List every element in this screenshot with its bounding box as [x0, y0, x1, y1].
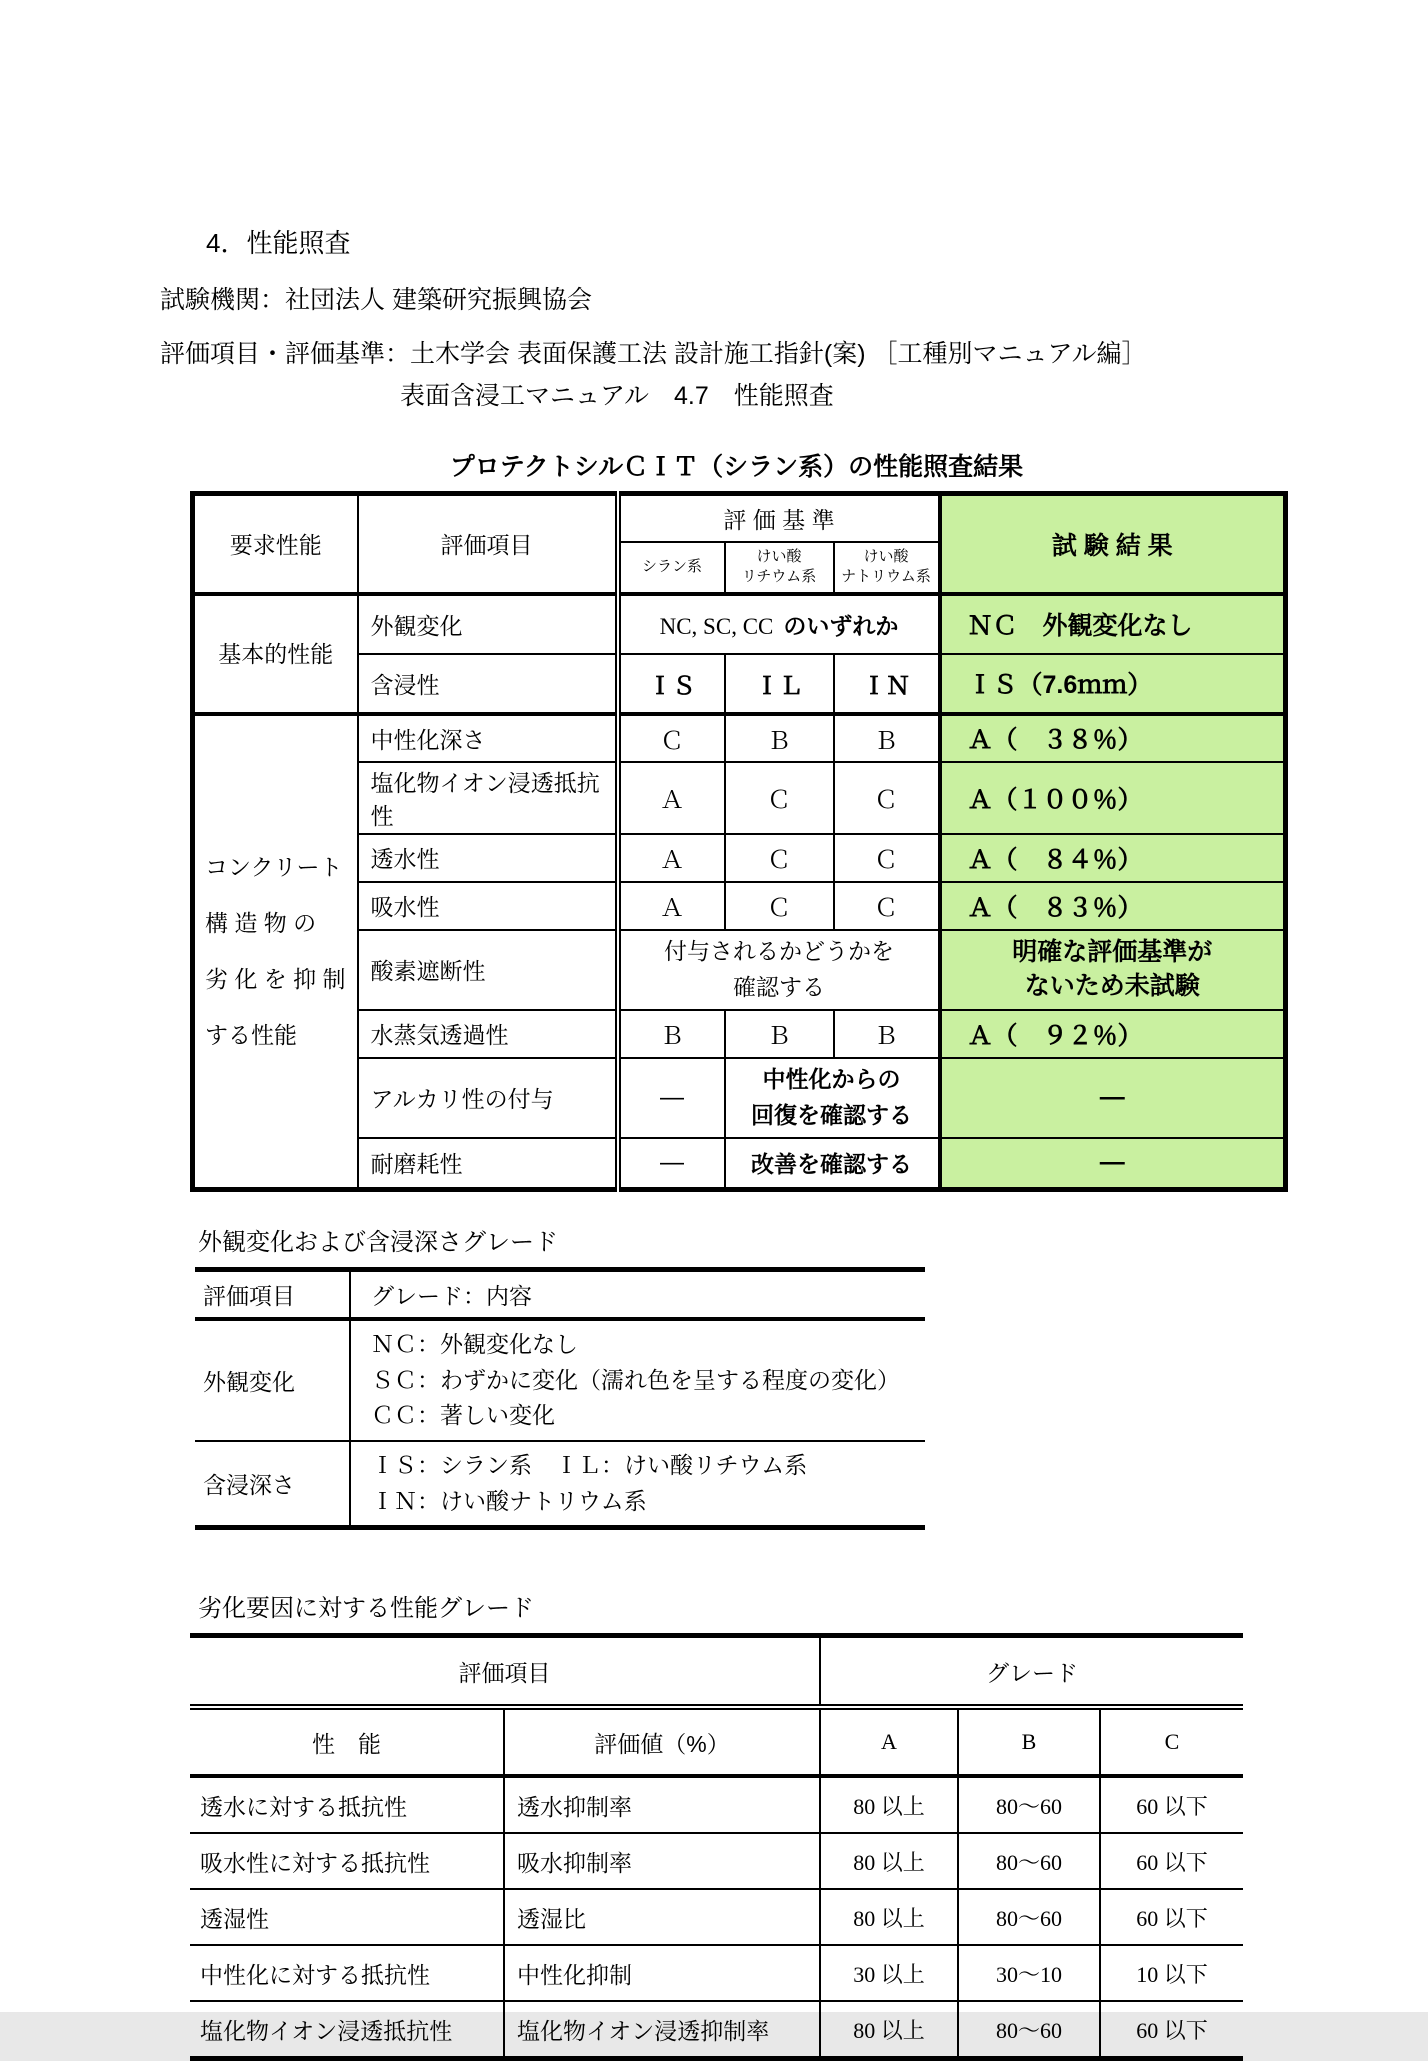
result-line: ないため未試験: [1024, 971, 1200, 1000]
criteria-sodium-cell: ＩＮ: [834, 654, 940, 714]
result-cell: ―: [940, 1138, 1286, 1190]
main-header-row: [193, 494, 1286, 542]
perf-header-item: 評価項目: [190, 1636, 820, 1708]
perf-c-cell: 60 以下: [1100, 1889, 1243, 1945]
item-cell: 酸素遮断性: [358, 930, 618, 1010]
result-cell: Ａ（ ３８％）: [940, 714, 1286, 762]
perf-c-cell: 60 以下: [1100, 2001, 1243, 2059]
result-line: 明確な評価基準が: [1012, 937, 1213, 966]
perf-col-c: C: [1100, 1707, 1243, 1776]
item-cell: アルカリ性の付与: [358, 1058, 618, 1138]
grade-line: ＣＣ：著しい変化: [371, 1402, 555, 1429]
requirement-group-concrete: [193, 714, 358, 1190]
perf-a-cell: 30 以上: [820, 1945, 958, 2001]
appearance-grade-table: [195, 1267, 925, 1530]
grade-table-heading: 外観変化および含浸深さグレード: [198, 1229, 558, 1257]
perf-value-cell: 塩化物イオン浸透抑制率: [504, 2001, 820, 2059]
grade-row: [195, 1319, 925, 1441]
item-cell: 含浸性: [358, 654, 618, 714]
group-label-line: 構 造 物 の: [205, 910, 317, 937]
main-table-title: プロテクトシルＣＩＴ（シラン系）の性能照査結果: [449, 453, 1024, 482]
result-cell: ＩＳ（7.6ｍｍ）: [940, 654, 1286, 714]
header-item: 評価項目: [358, 494, 618, 594]
perf-c-cell: 10 以下: [1100, 1945, 1243, 2001]
result-cell: [940, 930, 1286, 1010]
perf-group-header-row: [190, 1636, 1243, 1708]
perf-row: [190, 1889, 1243, 1945]
table-row: [193, 714, 1286, 762]
perf-b-cell: 80～60: [958, 1776, 1100, 1833]
grade-header-row: [195, 1270, 925, 1320]
perf-name-cell: 吸水性に対する抵抗性: [190, 1833, 504, 1889]
criteria-lithium-cell: ＩＬ: [725, 654, 834, 714]
perf-col-b: B: [958, 1707, 1100, 1776]
perf-c-cell: 60 以下: [1100, 1833, 1243, 1889]
result-cell: ＮＣ 外観変化なし: [940, 594, 1286, 654]
grade-line: ＮＣ：外観変化なし: [371, 1331, 578, 1358]
performance-results-table: [190, 491, 1288, 1192]
grade-item-cell: 外観変化: [195, 1319, 350, 1441]
doc-header: [160, 228, 1428, 411]
criteria-sodium-cell: Ｂ: [834, 714, 940, 762]
criteria-sodium-cell: Ｃ: [834, 882, 940, 930]
manual-reference-line: 表面含浸工マニュアル 4.7 性能照査: [400, 382, 834, 411]
perf-row: [190, 1833, 1243, 1889]
criteria-lithium-cell: Ｃ: [725, 882, 834, 930]
group-label-line: する性能: [205, 1022, 297, 1049]
criteria-lithium-cell: Ｂ: [725, 714, 834, 762]
perf-row: [190, 2001, 1243, 2059]
grade-header-content: グレード：内容: [350, 1270, 925, 1320]
perf-value-cell: 透水抑制率: [504, 1776, 820, 1833]
criteria-lithium-cell: Ｃ: [725, 762, 834, 834]
criteria-line: 確認する: [733, 973, 825, 1000]
perf-table-heading: 劣化要因に対する性能グレード: [198, 1595, 534, 1623]
perf-b-cell: 80～60: [958, 1889, 1100, 1945]
perf-b-cell: 80～60: [958, 1833, 1100, 1889]
performance-grade-table: [190, 1633, 1243, 2061]
perf-b-cell: 80～60: [958, 2001, 1100, 2059]
subheader-lithium-line1: けい酸: [756, 547, 802, 565]
perf-col-performance: 性 能: [190, 1707, 504, 1776]
criteria-silane-cell: ―: [618, 1058, 725, 1138]
criteria-silane-cell: Ａ: [618, 882, 725, 930]
group-label-line: 劣 化 を 抑 制: [205, 966, 346, 993]
grade-line: ＩＮ：けい酸ナトリウム系: [371, 1487, 647, 1514]
grade-line: ＳＣ：わずかに変化（濡れ色を呈する程度の変化）: [371, 1366, 900, 1393]
perf-a-cell: 80 以上: [820, 1776, 958, 1833]
grade-item-cell: 含浸深さ: [195, 1441, 350, 1528]
criteria-codes: NC, SC, CC: [659, 613, 774, 639]
header-result: 試 験 結 果: [940, 494, 1286, 594]
result-cell: Ａ（１００％）: [940, 762, 1286, 834]
section-heading: 4．性能照査: [206, 228, 351, 258]
perf-value-cell: 透湿比: [504, 1889, 820, 1945]
perf-name-cell: 透湿性: [190, 1889, 504, 1945]
criteria-silane-cell: ―: [618, 1138, 725, 1190]
item-cell: 外観変化: [358, 594, 618, 654]
perf-col-a: A: [820, 1707, 958, 1776]
result-cell: Ａ（ ８４％）: [940, 834, 1286, 882]
result-cell: Ａ（ ８３％）: [940, 882, 1286, 930]
item-cell: 吸水性: [358, 882, 618, 930]
criteria-cell: 改善を確認する: [725, 1138, 940, 1190]
grade-header-item: 評価項目: [195, 1270, 350, 1320]
item-cell: 透水性: [358, 834, 618, 882]
subheader-silane: シラン系: [618, 542, 725, 594]
grade-row: [195, 1441, 925, 1528]
perf-row: [190, 1776, 1243, 1833]
perf-name-cell: 透水に対する抵抗性: [190, 1776, 504, 1833]
perf-name-cell: 中性化に対する抵抗性: [190, 1945, 504, 2001]
subheader-sodium-line1: けい酸: [863, 547, 909, 565]
criteria-silane-cell: Ａ: [618, 762, 725, 834]
criteria-line: 付与されるかどうかを: [664, 938, 894, 965]
table-row: [193, 594, 1286, 654]
test-organization-line: 試験機関：社団法人 建築研究振興協会: [160, 286, 592, 315]
subheader-lithium: [725, 542, 834, 594]
requirement-group-basic: 基本的性能: [193, 594, 358, 714]
criteria-cell: [618, 930, 940, 1010]
perf-row: [190, 1945, 1243, 2001]
perf-a-cell: 80 以上: [820, 1889, 958, 1945]
perf-col-value: 評価値（%）: [504, 1707, 820, 1776]
criteria-silane-cell: ＩＳ: [618, 654, 725, 714]
criteria-cell: [618, 594, 940, 654]
item-cell: 水蒸気透過性: [358, 1010, 618, 1058]
item-cell: 中性化深さ: [358, 714, 618, 762]
grade-content-cell: [350, 1319, 925, 1441]
header-requirement: 要求性能: [193, 494, 358, 594]
criteria-line: 中性化からの: [762, 1066, 901, 1093]
perf-column-header-row: [190, 1707, 1243, 1776]
criteria-sodium-cell: Ｃ: [834, 762, 940, 834]
criteria-sodium-cell: Ｂ: [834, 1010, 940, 1058]
perf-b-cell: 30～10: [958, 1945, 1100, 2001]
item-cell: 塩化物イオン浸透抵抗性: [358, 762, 618, 834]
subheader-sodium: [834, 542, 940, 594]
criteria-silane-cell: Ｂ: [618, 1010, 725, 1058]
perf-header-grade: グレード: [820, 1636, 1243, 1708]
item-cell: 耐磨耗性: [358, 1138, 618, 1190]
group-label-line: コンクリート: [205, 854, 343, 881]
criteria-sodium-cell: Ｃ: [834, 834, 940, 882]
subheader-sodium-line2: ナトリウム系: [841, 568, 931, 586]
perf-value-cell: 中性化抑制: [504, 1945, 820, 2001]
criteria-reference-line: 評価項目・評価基準：土木学会 表面保護工法 設計施工指針(案) ［工種別マニュアル編］: [160, 340, 1147, 369]
criteria-line: 回復を確認する: [751, 1101, 912, 1128]
perf-a-cell: 80 以上: [820, 2001, 958, 2059]
perf-a-cell: 80 以上: [820, 1833, 958, 1889]
result-cell: Ａ（ ９２％）: [940, 1010, 1286, 1058]
result-cell: ―: [940, 1058, 1286, 1138]
perf-value-cell: 吸水抑制率: [504, 1833, 820, 1889]
criteria-note: のいずれか: [783, 612, 899, 639]
subheader-lithium-line2: リチウム系: [741, 568, 817, 586]
criteria-lithium-cell: Ｂ: [725, 1010, 834, 1058]
grade-content-cell: [350, 1441, 925, 1528]
criteria-cell: [725, 1058, 940, 1138]
perf-name-cell: 塩化物イオン浸透抵抗性: [190, 2001, 504, 2059]
perf-c-cell: 60 以下: [1100, 1776, 1243, 1833]
grade-line: ＩＳ：シラン系 ＩＬ：けい酸リチウム系: [371, 1452, 808, 1479]
criteria-silane-cell: Ａ: [618, 834, 725, 882]
header-criteria: 評 価 基 準: [618, 494, 940, 542]
criteria-silane-cell: Ｃ: [618, 714, 725, 762]
criteria-lithium-cell: Ｃ: [725, 834, 834, 882]
